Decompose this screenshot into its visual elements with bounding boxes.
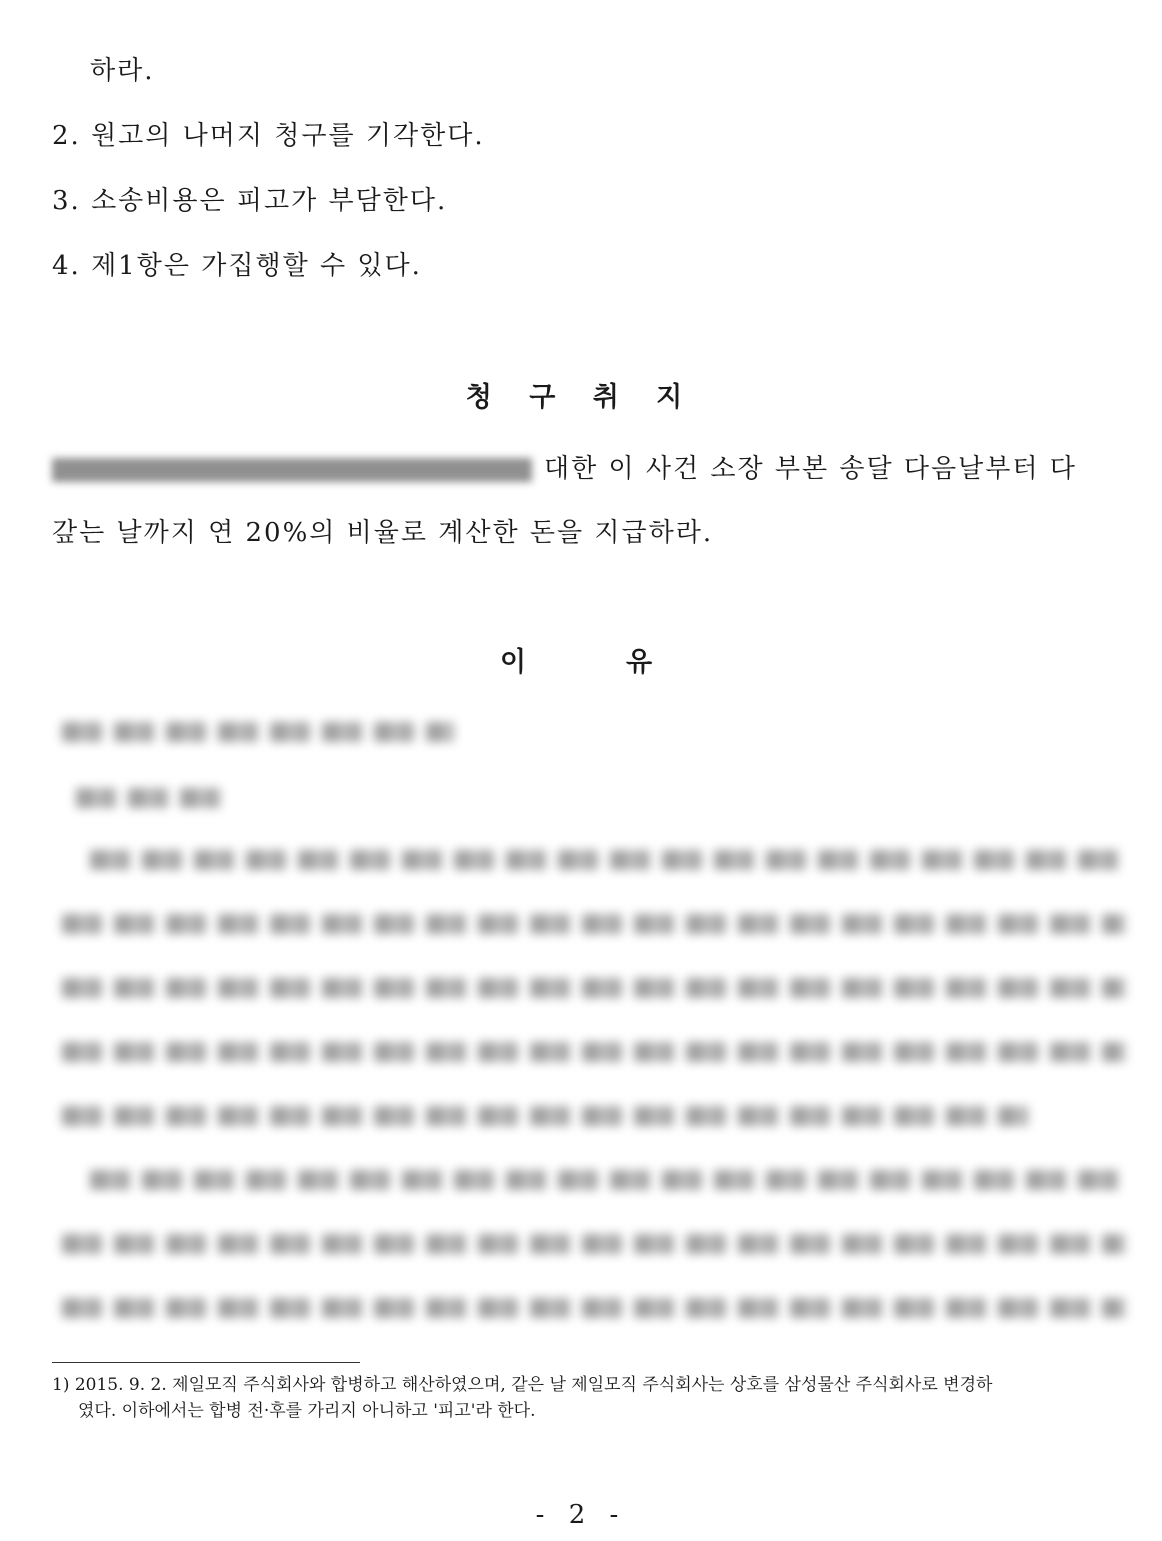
reason-heading-left: 이: [500, 647, 527, 678]
judgment-line-1: 하라.: [90, 56, 155, 86]
footnote: [52, 1372, 1122, 1424]
footnote-line-2: 였다. 이하에서는 합병 전·후를 가리지 아니하고 '피고'라 한다.: [78, 1401, 536, 1421]
footnote-line-1: 1) 2015. 9. 2. 제일모직 주식회사와 합병하고 해산하였으며, 같은 날 제일모직 주식회사는 상호를 삼성물산 주식회사로 변경하: [52, 1375, 993, 1395]
page-number: - 2 -: [535, 1500, 627, 1530]
redacted-subheading-2: [76, 788, 228, 808]
judgment-line-2: 2. 원고의 나머지 청구를 기각한다.: [52, 121, 485, 151]
redacted-paragraph-line: [62, 1298, 1126, 1318]
redacted-paragraph-line: [90, 1170, 1126, 1190]
claim-heading: 청 구 취 지: [465, 382, 697, 413]
reason-heading-right: 유: [626, 647, 653, 678]
redacted-subheading-1: [62, 722, 454, 742]
redacted-paragraph-line: [62, 978, 1126, 998]
judgment-line-4: 4. 제1항은 가집행할 수 있다.: [52, 251, 422, 281]
judgment-line-3: 3. 소송비용은 피고가 부담한다.: [52, 186, 448, 216]
claim-line-1-text: 대한 이 사건 소장 부본 송달 다음날부터 다: [544, 454, 1077, 484]
redacted-paragraph-line: [62, 914, 1126, 934]
redacted-paragraph-line: [62, 1042, 1126, 1062]
claim-line-2: 갚는 날까지 연 20%의 비율로 계산한 돈을 지급하라.: [52, 518, 714, 548]
redacted-paragraph-line: [90, 850, 1126, 870]
footnote-divider: [52, 1362, 360, 1363]
claim-line-1: [52, 448, 1077, 485]
redacted-paragraph-line: [62, 1106, 1028, 1126]
redacted-paragraph-line: [62, 1234, 1126, 1254]
redacted-text: [52, 458, 532, 482]
